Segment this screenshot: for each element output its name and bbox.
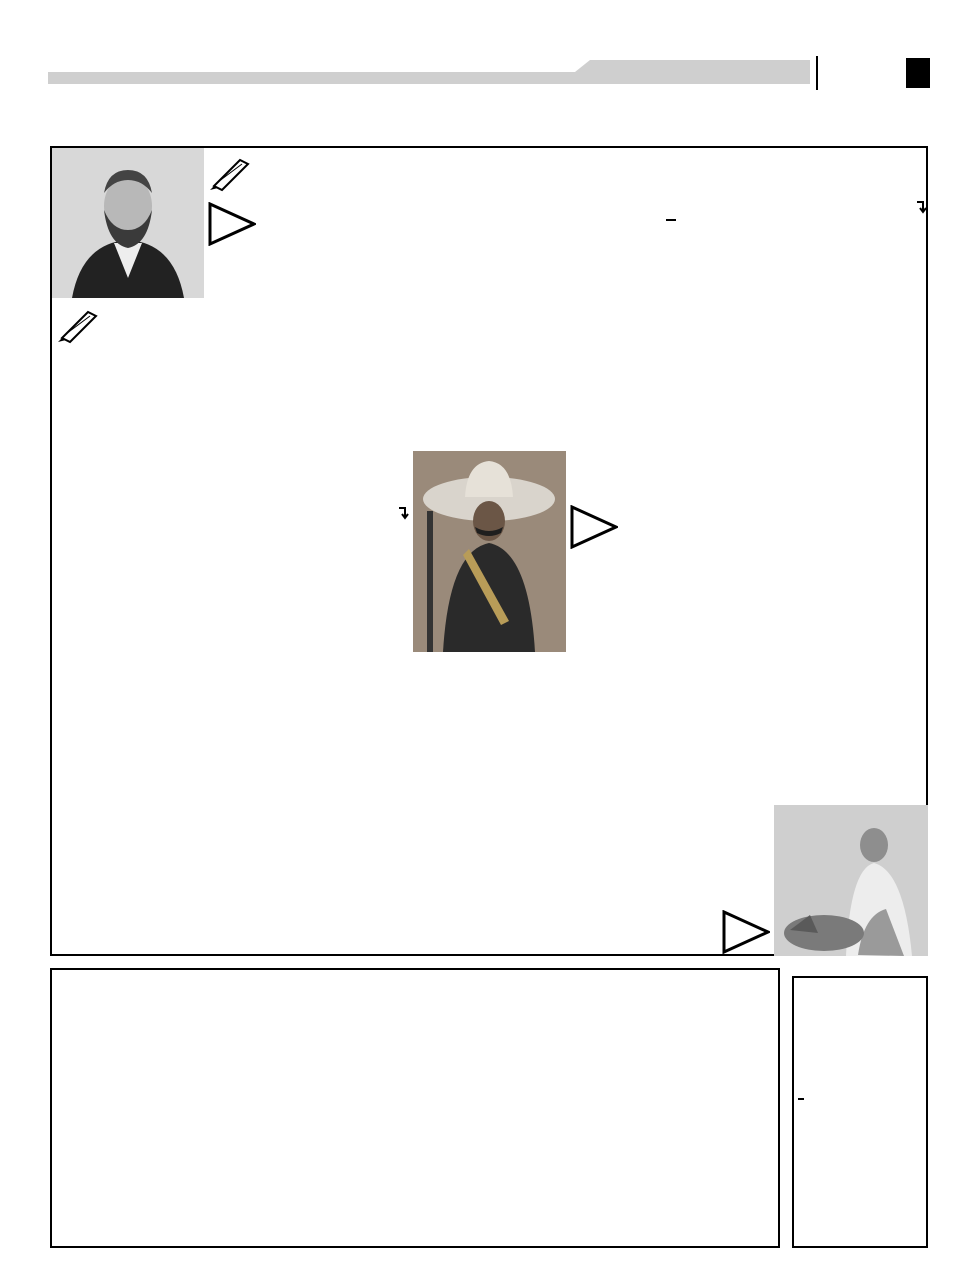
header-bar-tab: [560, 60, 810, 84]
photo-nero: [774, 805, 928, 956]
pen-icon: [208, 152, 254, 192]
solutions-panel: [792, 976, 928, 1248]
photo-zapata: [413, 451, 566, 652]
crossword-grid: [50, 146, 928, 956]
igualitos-panel: [50, 968, 780, 1248]
page-header: [0, 0, 978, 95]
header-divider: [816, 56, 818, 90]
header-bar: [48, 72, 608, 84]
bend-arrow-icon: [398, 506, 410, 520]
portrait-photo-federico: [52, 148, 204, 298]
bend-arrow-icon: [916, 200, 928, 214]
start-arrow-icon: [208, 202, 256, 246]
pen-icon: [56, 304, 102, 344]
dash-mark: [666, 219, 676, 221]
puzzle-solution-tag: [796, 976, 802, 978]
page-number: [906, 58, 930, 88]
igualitos-solution-tag: [798, 1098, 804, 1100]
start-arrow-icon: [570, 505, 618, 549]
start-arrow-icon: [722, 910, 770, 954]
